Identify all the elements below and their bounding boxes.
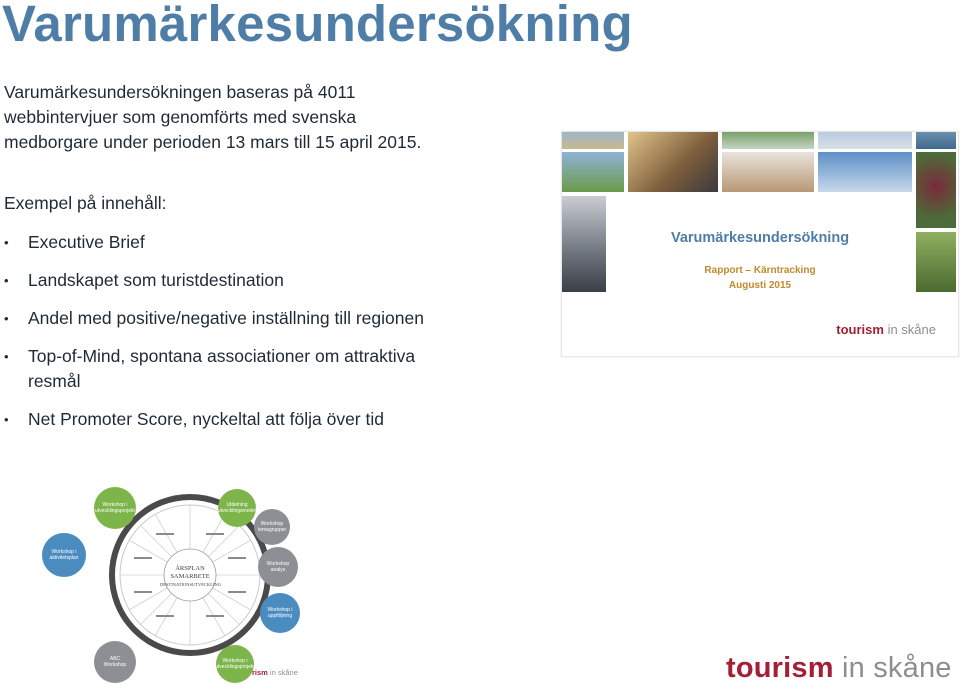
intro-text: Varumärkesundersökningen baseras på 4011 webbintervjuer som genomförts med svenska medborgare under perioden 13 mars till 15 april 2015. (4, 82, 422, 152)
workshop-bubble: Utdelning utvecklingsmedel (218, 489, 256, 527)
tourism-in-skane-logo: tourism in skåne (726, 652, 952, 684)
annual-plan-wheel-diagram (38, 487, 318, 687)
cover-date: Augusti 2015 (728, 280, 792, 291)
list-item: • Andel med positive/negative inställning till regionen (4, 306, 444, 331)
list-item: • Landskapet som turistdestination (4, 268, 444, 293)
photo-collage-tile (562, 132, 624, 149)
workshop-bubble: Workshop i utvecklingsprojekt (94, 487, 136, 529)
workshop-bubble: Workshop i uppföljning (260, 593, 300, 633)
workshop-bubble: Workshop temagrupper (254, 509, 290, 545)
photo-collage-tile (916, 132, 956, 149)
photo-collage-tile (722, 132, 814, 149)
cover-brand-logo: tourism in skåne (836, 322, 936, 337)
cover-subtitle: Rapport – Kärntracking (704, 265, 816, 276)
report-cover-image (561, 131, 959, 357)
photo-collage-tile (818, 152, 912, 192)
content-list (4, 230, 444, 445)
workshop-bubble: Workshop i aktivitetsplan (42, 533, 86, 577)
photo-collage-tile (562, 152, 624, 192)
photo-collage-tile (916, 232, 956, 292)
workshop-bubble: Workshop analys (258, 547, 298, 587)
wheel-center-label: ÅRSPLAN SAMARBETE DESTINATIONSUTVECKLING (160, 565, 221, 587)
cover-title: Varumärkesundersökning (670, 230, 850, 246)
content-subheading: Exempel på innehåll: (4, 193, 167, 213)
photo-collage-tile (628, 132, 718, 192)
photo-collage-tile (818, 132, 912, 149)
list-item: • Top-of-Mind, spontana associationer om attraktiva resmål (4, 344, 444, 394)
workshop-bubble: ABC Workshop (94, 641, 136, 683)
list-item: • Net Promoter Score, nyckeltal att följa över tid (4, 407, 444, 432)
photo-collage-tile (562, 196, 606, 292)
page-title: Varumärkesundersökning (2, 0, 633, 52)
list-item: • Executive Brief (4, 230, 444, 255)
wheel-brand-logo: rism in skåne (252, 668, 298, 677)
workshop-bubble: Workshop i utvecklingsprojekt (216, 645, 254, 683)
photo-collage-tile (916, 152, 956, 228)
photo-collage-tile (722, 152, 814, 192)
